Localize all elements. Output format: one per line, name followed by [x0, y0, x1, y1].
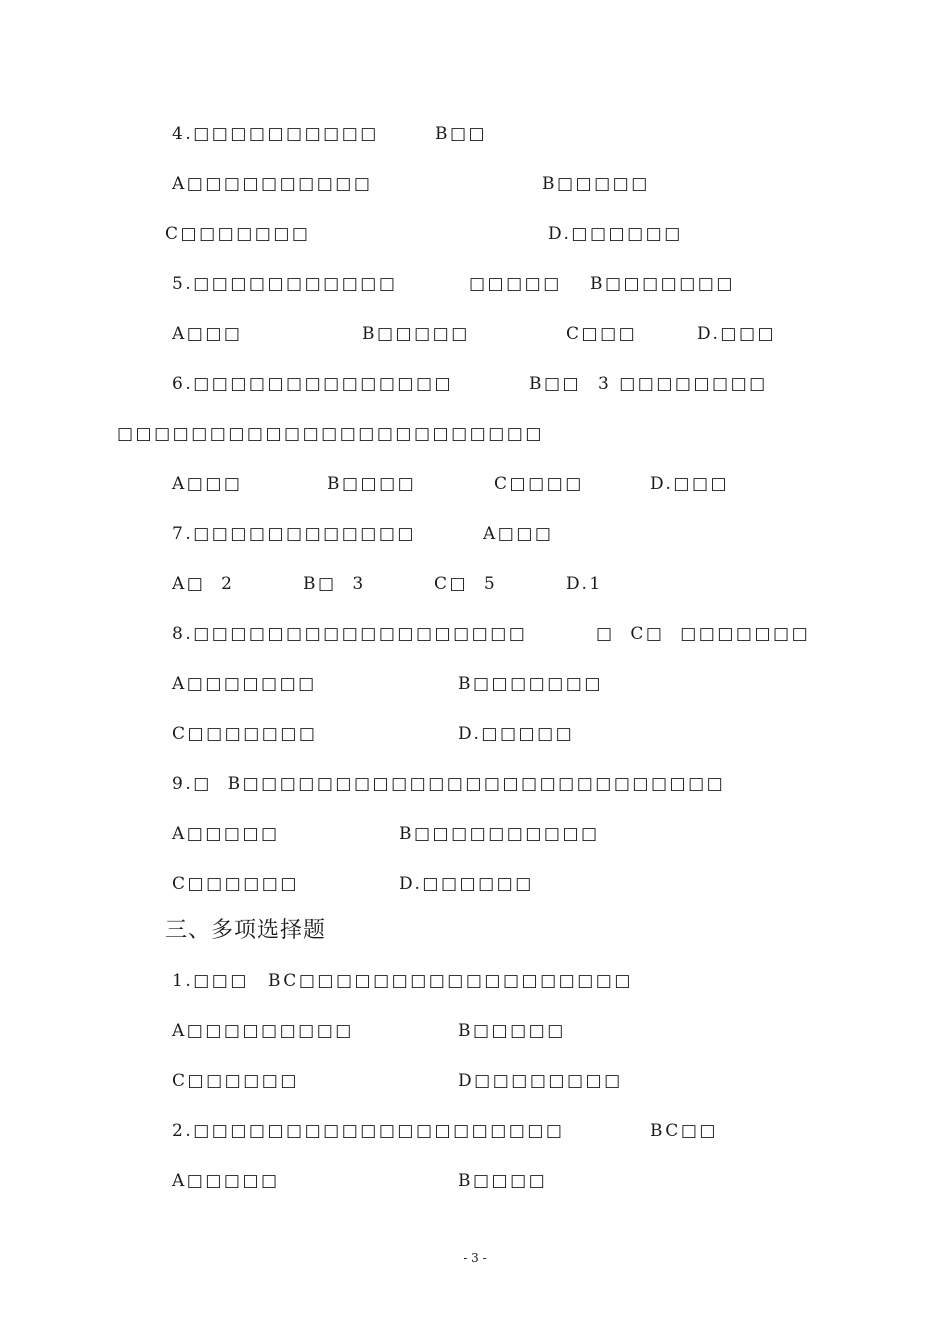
option-d: D.□□□□□ — [458, 724, 575, 744]
option-c: C□□□□□□ — [172, 874, 299, 894]
q6-answer: B□□ — [529, 374, 582, 394]
option-c: C□□□□□□ — [172, 1071, 299, 1091]
q6-text-cont: 3 □□□□□□□□ — [598, 374, 768, 394]
q8-text: 8.□□□□□□□□□□□□□□□□□□ — [172, 624, 528, 644]
option-c: C□□□□□□□ — [172, 724, 318, 744]
q4-answer: B□□ — [435, 124, 488, 144]
option-b: B□□□□ — [458, 1171, 548, 1191]
q7-stem — [0, 519, 950, 549]
mc1-answer: BC□□□□□□□□□□□□□□□□□□ — [268, 971, 633, 991]
q4-options-1 — [0, 169, 950, 199]
q5-blank: □□□□□ — [469, 274, 562, 294]
option-a: A□□□ — [172, 474, 243, 494]
option-d: D□□□□□□□□ — [458, 1071, 623, 1091]
option-b: B□□□□□ — [542, 174, 650, 194]
option-a: A□□□□□□□□□ — [172, 1021, 354, 1041]
option-c: C□□□□□□□ — [165, 224, 311, 244]
q5-stem — [0, 269, 950, 299]
mc1-options-2 — [0, 1066, 950, 1096]
option-b: B□□□□ — [327, 474, 417, 494]
option-c: C□ 5 — [434, 574, 498, 594]
q4-text: 4.□□□□□□□□□□ — [172, 124, 379, 144]
option-d: D.1 — [566, 574, 603, 594]
option-a: A□□□□□ — [172, 824, 280, 844]
q6-text-wrap: □□□□□□□□□□□□□□□□□□□□□□□ — [117, 424, 544, 444]
q9-text: 9.□ B□□□□□□□□□□□□□□□□□□□□□□□□□□ — [172, 774, 726, 794]
option-b: B□ 3 — [303, 574, 366, 594]
section-heading-multiple-choice — [0, 916, 950, 946]
mc2-options — [0, 1166, 950, 1196]
mc2-text: 2.□□□□□□□□□□□□□□□□□□□□ — [172, 1121, 565, 1141]
option-a: A□□□□□□□□□□ — [172, 174, 373, 194]
option-a: A□ 2 — [172, 574, 235, 594]
q6-options — [0, 469, 950, 499]
q9-stem — [0, 769, 950, 799]
q8-options-2 — [0, 719, 950, 749]
page-number: - 3 - — [463, 1251, 487, 1265]
option-b: B□□□□□ — [362, 324, 470, 344]
q5-answer: B□□□□□□□ — [590, 274, 735, 294]
option-a: A□□□□□ — [172, 1171, 280, 1191]
option-d: D.□□□□□□ — [548, 224, 683, 244]
option-a: A□□□ — [172, 324, 243, 344]
option-d: D.□□□□□□ — [399, 874, 534, 894]
q7-options — [0, 569, 950, 599]
mc1-stem — [0, 966, 950, 996]
q5-options — [0, 319, 950, 349]
q8-options-1 — [0, 669, 950, 699]
q7-text: 7.□□□□□□□□□□□□ — [172, 524, 416, 544]
option-c: C□□□□ — [494, 474, 584, 494]
q7-answer: A□□□ — [483, 524, 554, 544]
q4-stem — [0, 119, 950, 149]
option-b: B□□□□□□□□□□ — [399, 824, 600, 844]
mc2-answer: BC□□ — [650, 1121, 718, 1141]
section-title: 三、多项选择题 — [165, 918, 327, 943]
q4-options-2 — [0, 219, 950, 249]
q5-text: 5.□□□□□□□□□□□ — [172, 274, 398, 294]
mc2-stem — [0, 1116, 950, 1146]
option-c: C□□□ — [566, 324, 638, 344]
q9-options-1 — [0, 819, 950, 849]
q6-text: 6.□□□□□□□□□□□□□□ — [172, 374, 454, 394]
option-d: D.□□□ — [697, 324, 777, 344]
q8-stem — [0, 619, 950, 649]
mc1-options-1 — [0, 1016, 950, 1046]
option-d: D.□□□ — [650, 474, 730, 494]
q6-stem — [0, 369, 950, 399]
q8-answer: □ C□ □□□□□□□ — [596, 624, 811, 644]
mc1-text: 1.□□□ — [172, 971, 249, 991]
q6-stem-wrap — [0, 419, 950, 449]
q9-options-2 — [0, 869, 950, 899]
option-a: A□□□□□□□ — [172, 674, 317, 694]
option-b: B□□□□□ — [458, 1021, 566, 1041]
option-b: B□□□□□□□ — [458, 674, 603, 694]
